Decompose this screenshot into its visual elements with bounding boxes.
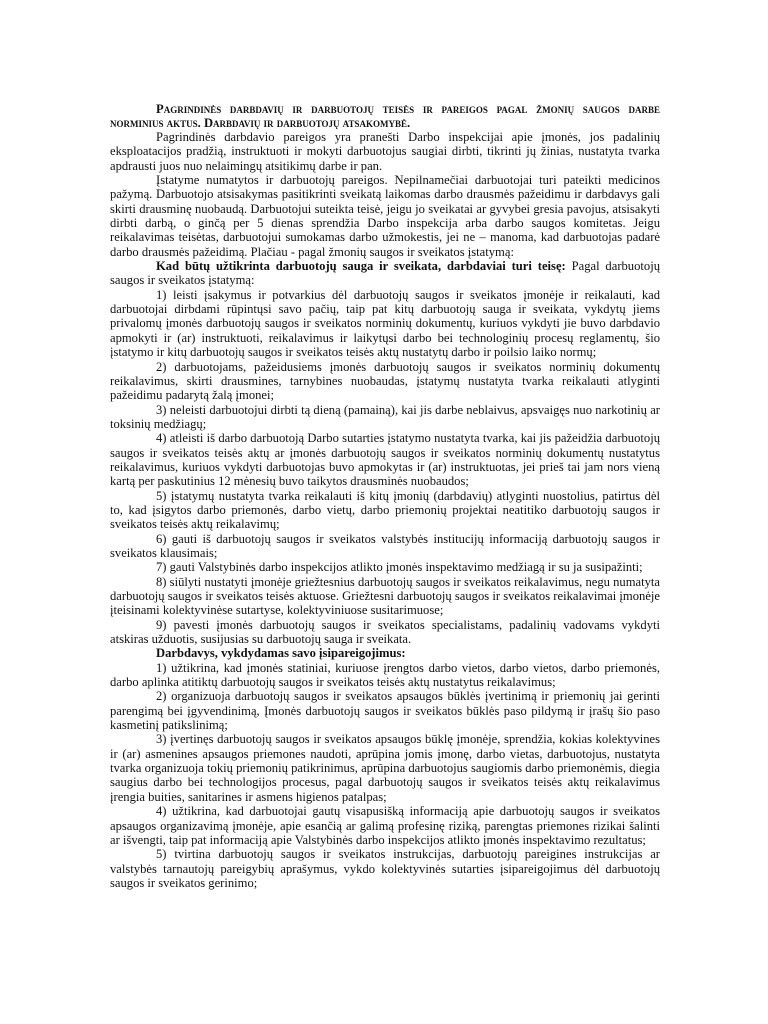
section-heading: Pagrindinės darbdavių ir darbuotojų teisės ir pareigos pagal žmonių saugos darbe norminius aktus. Darbdavių ir darbuotojų atsakomybė. bbox=[110, 102, 660, 130]
duty-item-1: 1) užtikrina, kad įmonės statiniai, kuriuose įrengtos darbo vietos, darbo vietos, darbo priemonės, darbo aplinka atitiktų darbuotojų saugos ir sveikatos teisės aktų nustatytus reikalavimus; bbox=[110, 660, 660, 690]
right-item-5: 5) įstatymų nustatyta tvarka reikalauti iš kitų įmonių (darbdavių) atlyginti nuostolius, patirtus dėl to, kad įsigytos darbo priemonės, darbo vietų, darbo priemonių projektai neatitiko darbuotojų saugos ir sveikatos teisės aktų reikalavimų; bbox=[110, 488, 660, 532]
right-item-6: 6) gauti iš darbuotojų saugos ir sveikatos valstybės institucijų informaciją darbuotojų saugos ir sveikatos klausimais; bbox=[110, 531, 660, 560]
paragraph-employee-duties: Įstatyme numatytos ir darbuotojų pareigos. Nepilnamečiai darbuotojai turi pateikti medicinos pažymą. Darbuotojo atsisakymas pasitikrinti sveikatą laikomas darbo drausmės pažeidimu ir darbdavys gali skirti drausminę nuobaudą. Darbuotojui suteikta teisė, jeigu jo sveikatai ar gyvybei gresia pavojus, atsisakyti dirbti darbą, o ginčą per 5 dienas sprendžia Darbo inspekcija arba darbo saugos komitetas. Jeigu reikalavimas teisėtas, darbuotojui sumokamas darbo užmokestis, jei ne – manoma, kad darbuotojas padarė darbo drausmės pažeidimą. Plačiau - pagal žmonių saugos ir sveikatos įstatymą: bbox=[110, 173, 660, 259]
paragraph-rights-intro bbox=[110, 259, 660, 288]
right-item-8: 8) siūlyti nustatyti įmonėje griežtesnius darbuotojų saugos ir sveikatos reikalavimus, negu numatyta darbuotojų saugos ir sveikatos teisės aktuose. Griežtesni darbuotojų saugos ir sveikatos reikalavimai įmonėje įteisinami kolektyvinėse sutartyse, kolektyviniuose susitarimuose; bbox=[110, 574, 660, 618]
right-item-4: 4) atleisti iš darbo darbuotoją Darbo sutarties įstatymo nustatyta tvarka, kai jis pažeidžia darbuotojų saugos ir sveikatos teisės aktų ar įmonės darbuotojų saugos ir sveikatos norminių dokumentų nustatytus reikalavimus, kuriuos vykdyti darbuotojas buvo apmokytas ir (ar) instruktuotas, jei prieš tai jam nors vieną kartą per paskutinius 12 mėnesių buvo taikytos drausminės nuobaudos; bbox=[110, 431, 660, 489]
right-item-7: 7) gauti Valstybinės darbo inspekcijos atlikto įmonės inspektavimo medžiagą ir su ja susipažinti; bbox=[156, 560, 643, 575]
right-item-3: 3) neleisti darbuotojui dirbti tą dieną (pamainą), kai jis darbe neblaivus, apsvaigęs nuo narkotinių ar toksinių medžiagų; bbox=[110, 402, 660, 431]
duties-heading-paragraph bbox=[110, 646, 660, 660]
right-item-1: 1) leisti įsakymus ir potvarkius dėl darbuotojų saugos ir sveikatos įmonėje ir reikalauti, kad darbuotojai dirbdami rūpintųsi savo pačių, taip pat kitų darbuotojų sauga ir sveikata, vykdytų jiems privalomų įmonės darbuotojų saugos ir sveikatos norminių dokumentų, kuriuos vykdyti jie buvo darbdavio apmokyti ir (ar) instruktuoti, reikalavimus ir laikytųsi darbo bei technologinių procesų reglamentų, šio įstatymo ir kitų darbuotojų saugos ir sveikatos teisės aktų nustatytų darbo ir poilsio laiko normų; bbox=[110, 287, 660, 360]
duty-item-3: 3) įvertinęs darbuotojų saugos ir sveikatos apsaugos būklę įmonėje, sprendžia, kokias kolektyvines ir (ar) asmenines apsaugos priemones naudoti, aprūpina jomis įmonę, darbo vietas, darbuotojus, nustatyta tvarka organizuoja tokių priemonių patikrinimus, aprūpina darbuotojus saugiomis darbo priemonėmis, diegia saugius darbo bei technologijos procesus, pagal darbuotojų saugos ir sveikatos teisės aktų reikalavimus įrengia buities, sanitarines ir asmens higienos patalpas; bbox=[110, 732, 660, 804]
duty-item-5: 5) tvirtina darbuotojų saugos ir sveikatos instrukcijas, darbuotojų pareigines instrukcijas ar valstybės tarnautojų pareigybių aprašymus, vykdo kolektyvinės sutarties įsipareigojimus dėl darbuotojų saugos ir sveikatos gerinimo; bbox=[110, 847, 660, 890]
paragraph-employer-duties: Pagrindinės darbdavio pareigos yra pranešti Darbo inspekcijai apie įmonės, jos padalinių eksploatacijos pradžią, instruktuoti ir mokyti darbuotojus saugiai dirbti, tikrinti jų žinias, nustatyta tvarka apdrausti juos nuo nelaimingų atsitikimų darbe ir pan. bbox=[110, 130, 660, 173]
duties-heading: Darbdavys, vykdydamas savo įsipareigojimus: bbox=[156, 646, 406, 661]
duty-item-4: 4) užtikrina, kad darbuotojai gautų visapusišką informaciją apie darbuotojų saugos ir sveikatos apsaugos organizavimą įmonėje, apie esančią ar galimą profesinę riziką, parengtas priemones rizikai šalinti ar išvengti, taip pat informaciją apie Valstybinės darbo inspekcijos atlikto įmonės inspektavimo rezultatus; bbox=[110, 804, 660, 847]
document-page bbox=[110, 102, 660, 890]
rights-intro-text: Pagal darbuotojų saugos ir sveikatos įstatymą: bbox=[110, 259, 660, 288]
right-item-2: 2) darbuotojams, pažeidusiems įmonės darbuotojų saugos ir sveikatos norminių dokumentų reikalavimus, skirti drausmines, tarnybines nuobaudas, įstatymų nustatyta tvarka reikalauti atlyginti pažeidimu padarytą žalą įmonei; bbox=[110, 359, 660, 403]
duty-item-2: 2) organizuoja darbuotojų saugos ir sveikatos apsaugos būklės įvertinimą ir priemonių jai gerinti parengimą bei įgyvendinimą, Įmonės darbuotojų saugos ir sveikatos būklės paso pildymą ir įrašų šio paso kasmetinį patikslinimą; bbox=[110, 689, 660, 733]
rights-heading: Kad būtų užtikrinta darbuotojų sauga ir sveikata, darbdaviai turi teisę: bbox=[156, 259, 566, 274]
right-item-9: 9) pavesti įmonės darbuotojų saugos ir sveikatos specialistams, padalinių vadovams vykdyti atskiras užduotis, susijusias su darbuotojų sauga ir sveikata. bbox=[110, 617, 660, 647]
